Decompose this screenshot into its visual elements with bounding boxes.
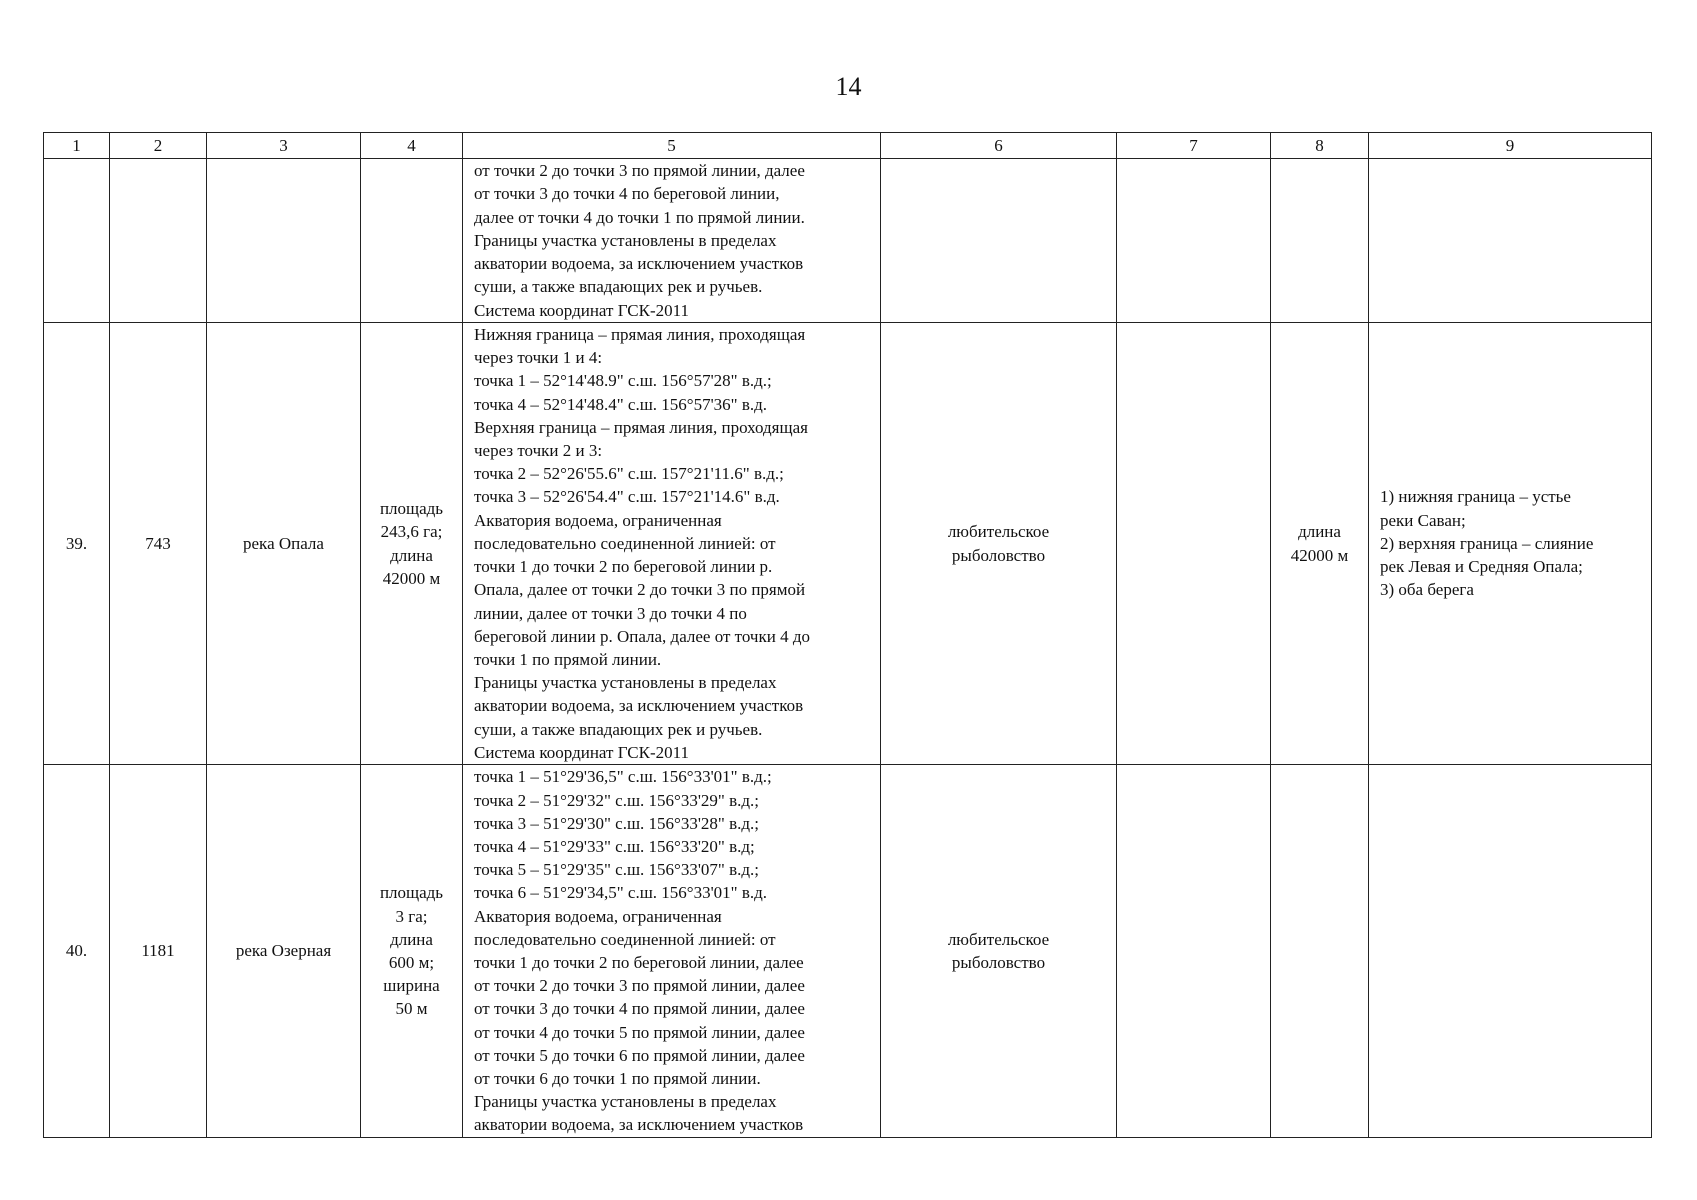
boundary-description-line: точки 1 до точки 2 по береговой линии, далее	[474, 953, 804, 972]
water-body-name-cell	[207, 159, 361, 323]
area-size-cell	[361, 159, 463, 323]
row-number-cell: 40.	[44, 765, 110, 1138]
boundary-description-line: точка 6 – 51°29'34,5" с.ш. 156°33'01" в.д.	[474, 883, 768, 903]
boundary-description-line: суши, а также впадающих рек и ручьев.	[474, 277, 763, 297]
boundary-description-line: точка 4 – 52°14'48.4" с.ш. 156°57'36" в.д.	[474, 394, 768, 414]
boundary-description-line: от точки 2 до точки 3 по прямой линии, далее	[474, 161, 805, 181]
usage-purpose-line: рыболовство	[951, 545, 1046, 565]
boundary-description-line: от точки 5 до точки 6 по прямой линии, далее	[474, 1045, 805, 1065]
boundary-description-line: точка 2 – 52°26'55.6" с.ш. 157°21'11.6" в.д.;	[474, 464, 784, 484]
area-size-line: 243,6 га;	[380, 522, 443, 542]
area-code-cell	[110, 159, 207, 323]
boundary-description-line: Границы участка установлены в пределах	[474, 673, 777, 693]
boundary-description-line: точка 3 – 52°26'54.4" с.ш. 157°21'14.6" в.д.	[474, 487, 780, 507]
table-row	[44, 323, 1652, 765]
boundary-description-line: далее от точки 4 до точки 1 по прямой линии.	[474, 207, 805, 227]
boundary-description-line: береговой линии р. Опала, далее от точки 4 до	[474, 626, 810, 646]
boundary-description-line: Акватория водоема, ограниченная	[474, 906, 722, 926]
area-size-line: 600 м;	[388, 953, 435, 972]
area-size-cell	[361, 765, 463, 1138]
area-size-line: ширина	[383, 976, 440, 996]
boundary-description-line: суши, а также впадающих рек и ручьев.	[474, 719, 763, 739]
boundary-description-line: от точки 2 до точки 3 по прямой линии, далее	[474, 976, 805, 996]
usage-purpose-cell	[881, 159, 1117, 323]
area-size-line: длина	[390, 545, 433, 565]
boundary-description-line: последовательно соединенной линией: от	[474, 929, 776, 949]
length-line: 42000 м	[1290, 545, 1349, 565]
boundary-description-line: от точки 3 до точки 4 по прямой линии, далее	[474, 999, 805, 1019]
boundary-description-line: точка 1 – 52°14'48.9" с.ш. 156°57'28" в.д.;	[474, 371, 772, 391]
boundary-description-line: Границы участка установлены в пределах	[474, 1092, 777, 1112]
notes-line: 2) верхняя граница – слияние	[1380, 533, 1594, 553]
notes-cell	[1369, 323, 1652, 765]
boundary-description-line: точка 4 – 51°29'33" с.ш. 156°33'20" в.д;	[474, 836, 755, 856]
boundary-description-cell	[463, 765, 881, 1138]
area-size-line: площадь	[379, 499, 444, 519]
column-header: 8	[1271, 133, 1369, 159]
water-body-name-cell: река Озерная	[207, 765, 361, 1138]
boundary-description-line: точки 1 до точки 2 по береговой линии р.	[474, 557, 773, 577]
column-header: 1	[44, 133, 110, 159]
length-cell	[1271, 765, 1369, 1138]
boundary-description-line: точка 3 – 51°29'30" с.ш. 156°33'28" в.д.;	[474, 813, 759, 833]
length-cell	[1271, 323, 1369, 765]
row-number-cell	[44, 159, 110, 323]
boundary-description-line: Опала, далее от точки 2 до точки 3 по прямой	[474, 580, 806, 600]
area-size-cell	[361, 323, 463, 765]
boundary-description-line: точка 2 – 51°29'32" с.ш. 156°33'29" в.д.;	[474, 790, 759, 810]
area-size-line: длина	[390, 929, 433, 949]
fishing-grounds-table	[43, 132, 1652, 1138]
water-body-name-cell: река Опала	[207, 323, 361, 765]
column-header: 7	[1117, 133, 1271, 159]
boundary-description-line: через точки 1 и 4:	[474, 348, 603, 368]
boundary-description-line: точка 5 – 51°29'35" с.ш. 156°33'07" в.д.;	[474, 860, 759, 880]
row-number-cell: 39.	[44, 323, 110, 765]
length-line: длина	[1298, 522, 1341, 542]
column-header: 6	[881, 133, 1117, 159]
usage-purpose-cell	[881, 323, 1117, 765]
boundary-description-line: акватории водоема, за исключением участков	[474, 696, 804, 716]
boundary-description-line: Система координат ГСК-2011	[474, 742, 690, 762]
column-7-cell	[1117, 159, 1271, 323]
boundary-description-line: от точки 6 до точки 1 по прямой линии.	[474, 1069, 761, 1089]
table-row	[44, 159, 1652, 323]
boundary-description-line: Границы участка установлены в пределах	[474, 230, 777, 250]
boundary-description-line: Система координат ГСК-2011	[474, 300, 690, 320]
boundary-description-line: точки 1 по прямой линии.	[474, 649, 662, 669]
usage-purpose-line: любительское	[947, 522, 1050, 542]
boundary-description-line: Акватория водоема, ограниченная	[474, 510, 722, 530]
column-7-cell	[1117, 323, 1271, 765]
boundary-description-line: акватории водоема, за исключением участков	[474, 1115, 804, 1135]
notes-cell	[1369, 765, 1652, 1138]
boundary-description-line: Нижняя граница – прямая линия, проходящая	[474, 325, 806, 345]
area-code-cell: 743	[110, 323, 207, 765]
boundary-description-cell	[463, 159, 881, 323]
notes-line: рек Левая и Средняя Опала;	[1380, 557, 1583, 577]
boundary-description-line: от точки 4 до точки 5 по прямой линии, далее	[474, 1022, 805, 1042]
boundary-description-line: акватории водоема, за исключением участков	[474, 254, 804, 274]
usage-purpose-line: рыболовство	[951, 953, 1046, 972]
boundary-description-line: линии, далее от точки 3 до точки 4 по	[474, 603, 747, 623]
column-7-cell	[1117, 765, 1271, 1138]
area-code-cell: 1181	[110, 765, 207, 1138]
area-size-line: 42000 м	[382, 568, 441, 588]
page-number: 14	[835, 72, 862, 101]
length-cell	[1271, 159, 1369, 323]
column-header: 2	[110, 133, 207, 159]
area-size-line: 50 м	[395, 999, 428, 1019]
boundary-description-line: точка 1 – 51°29'36,5" с.ш. 156°33'01" в.д.;	[474, 767, 772, 787]
area-size-line: площадь	[379, 883, 444, 903]
table-row	[44, 765, 1652, 1138]
notes-cell	[1369, 159, 1652, 323]
boundary-description-line: Верхняя граница – прямая линия, проходящая	[474, 417, 808, 437]
usage-purpose-cell	[881, 765, 1117, 1138]
usage-purpose-line: любительское	[947, 929, 1050, 949]
boundary-description-cell	[463, 323, 881, 765]
column-header: 4	[361, 133, 463, 159]
notes-line: реки Саван;	[1380, 510, 1466, 530]
notes-line: 1) нижняя граница – устье	[1380, 487, 1571, 507]
header-row	[44, 133, 1652, 159]
notes-line: 3) оба берега	[1380, 580, 1474, 600]
column-header: 3	[207, 133, 361, 159]
area-size-line: 3 га;	[395, 906, 428, 926]
boundary-description-line: последовательно соединенной линией: от	[474, 533, 776, 553]
column-header: 5	[463, 133, 881, 159]
boundary-description-line: от точки 3 до точки 4 по береговой линии,	[474, 184, 780, 204]
boundary-description-line: через точки 2 и 3:	[474, 441, 603, 461]
column-header: 9	[1369, 133, 1652, 159]
